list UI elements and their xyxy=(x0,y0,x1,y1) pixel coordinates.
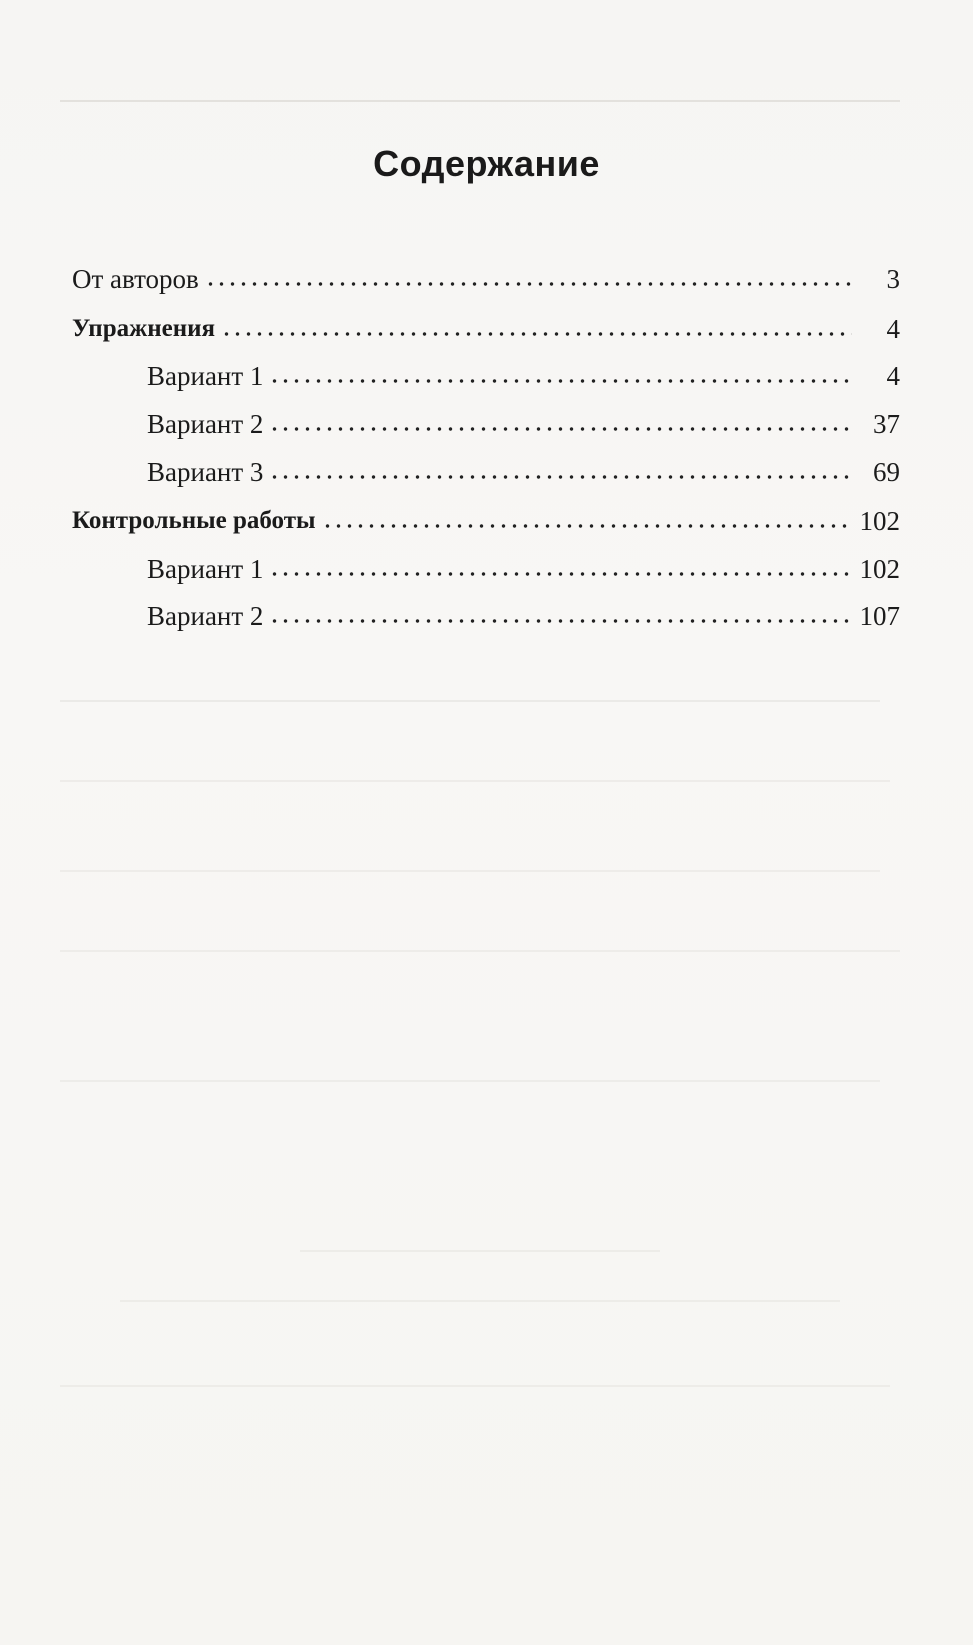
toc-entry xyxy=(147,400,900,440)
toc-entry-page-number: 102 xyxy=(859,506,900,536)
toc-entry-label: Вариант 2 xyxy=(147,601,264,631)
dot-leader xyxy=(269,474,852,480)
dot-leader xyxy=(205,281,852,287)
toc-entry-label: Вариант 1 xyxy=(147,554,264,584)
toc-entry-label: От авторов xyxy=(72,264,199,294)
toc-entry-label: Вариант 3 xyxy=(147,457,264,487)
toc-entry-page-number: 102 xyxy=(859,554,900,584)
toc-entry-label: Вариант 2 xyxy=(147,409,264,439)
toc-entry xyxy=(147,448,900,488)
toc-entry-label: Контрольные работы xyxy=(72,507,316,534)
toc-entry-page-number: 4 xyxy=(886,314,900,344)
toc-entry xyxy=(147,592,900,632)
dot-leader xyxy=(269,618,851,624)
dot-leader xyxy=(269,378,852,384)
toc-entry-page-number: 69 xyxy=(873,457,900,487)
toc-entry xyxy=(72,305,900,345)
toc-entry-page-number: 37 xyxy=(873,409,900,439)
toc-entry xyxy=(72,497,900,537)
page-title: Содержание xyxy=(373,143,600,184)
toc-entry-page-number: 107 xyxy=(859,601,900,631)
toc-entry-label: Вариант 1 xyxy=(147,361,264,391)
dot-leader xyxy=(322,523,852,529)
dot-leader xyxy=(221,331,852,337)
toc-entry xyxy=(147,545,900,585)
dot-leader xyxy=(269,426,852,432)
toc-entry-page-number: 4 xyxy=(886,361,900,391)
toc-entry xyxy=(72,255,900,295)
toc-entry xyxy=(147,352,900,392)
toc-entry-page-number: 3 xyxy=(886,264,900,294)
dot-leader xyxy=(269,571,851,577)
toc-entry-label: Упражнения xyxy=(72,315,216,342)
